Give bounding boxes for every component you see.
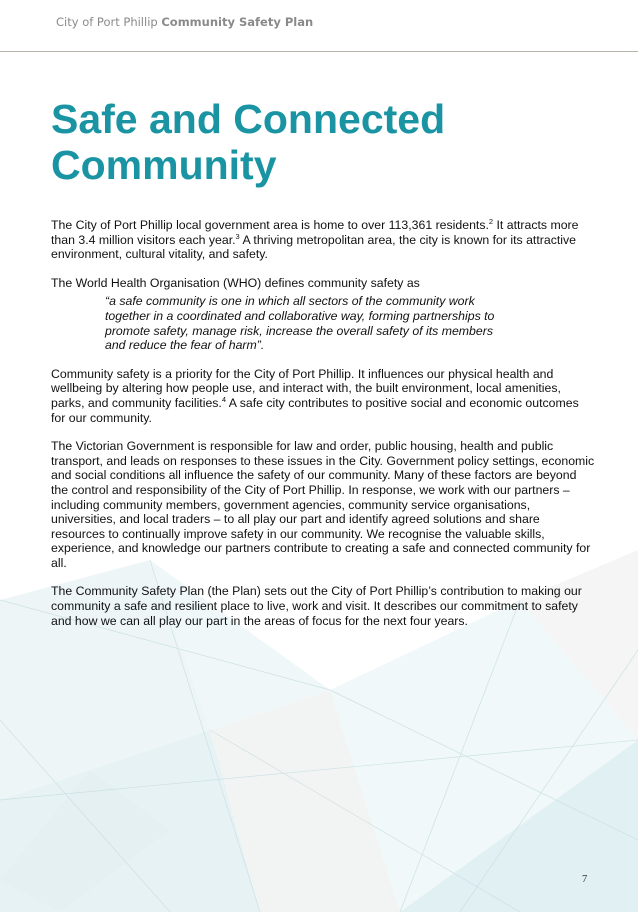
page-title — [51, 96, 591, 188]
footnote-ref-3: 3 — [235, 231, 240, 241]
paragraph-priority-text-a: Community safety is a priority for the City of Port Phillip. It influences our physical health and wellbeing by altering how people use, and interact with, the built environment, local amenities, parks, and community facilities. — [51, 366, 561, 410]
page-header — [0, 0, 638, 52]
paragraph-priority-text-b: A safe city contributes to positive social and economic outcomes for our community. — [51, 395, 579, 425]
body-text — [51, 218, 596, 642]
paragraph-priority — [51, 367, 596, 425]
paragraph-victorian-government: The Victorian Government is responsible for law and order, public housing, health and public transport, and leads on responses to these issues in the City. Government policy settings, economic and social conditions all influence the safety of our community. Many of these factors are beyond the control and responsibility of the City of Port Phillip. In response, we work with our partners – including community members, government agencies, community service organisations, universities, and local traders – to all play our part and identify agreed solutions and share resources to continually improve safety in our community. We recognise the valuable skills, experience, and knowledge our partners contribute to creating a safe and connected community for all. — [51, 439, 595, 570]
footnote-ref-4: 4 — [221, 394, 227, 404]
paragraph-intro — [51, 218, 596, 262]
header-doc-title: Community Safety Plan — [161, 15, 314, 29]
page-number: 7 — [582, 874, 588, 885]
running-header — [56, 15, 313, 29]
title-line-1: Safe and Connected — [51, 96, 446, 142]
who-quote: “a safe community is one in which all sectors of the community work together in a coordinated and collaborative way, forming partnerships to promote safety, manage risk, increase the overall safety of its members and reduce the fear of harm”. — [105, 294, 495, 353]
header-doc-owner: City of Port Phillip — [56, 15, 158, 29]
footnote-ref-2: 2 — [488, 216, 494, 226]
title-line-2: Community — [51, 142, 277, 188]
paragraph-intro-text-b: It attracts more than 3.4 million visitors each year. — [51, 218, 579, 247]
paragraph-plan-purpose: The Community Safety Plan (the Plan) sets out the City of Port Phillip’s contribution to making our community a safe and resilient place to live, work and visit. It describes our commitment to safety and how we can all play our part in the areas of focus for the next four years. — [51, 584, 582, 628]
paragraph-who-definition: The World Health Organisation (WHO) defines community safety as — [51, 275, 420, 290]
paragraph-intro-text-c: A thriving metropolitan area, the city is known for its attractive environment, cultural vitality, and safety. — [51, 232, 576, 262]
paragraph-intro-text-a: The City of Port Phillip local government area is home to over 113,361 residents. — [51, 218, 489, 232]
